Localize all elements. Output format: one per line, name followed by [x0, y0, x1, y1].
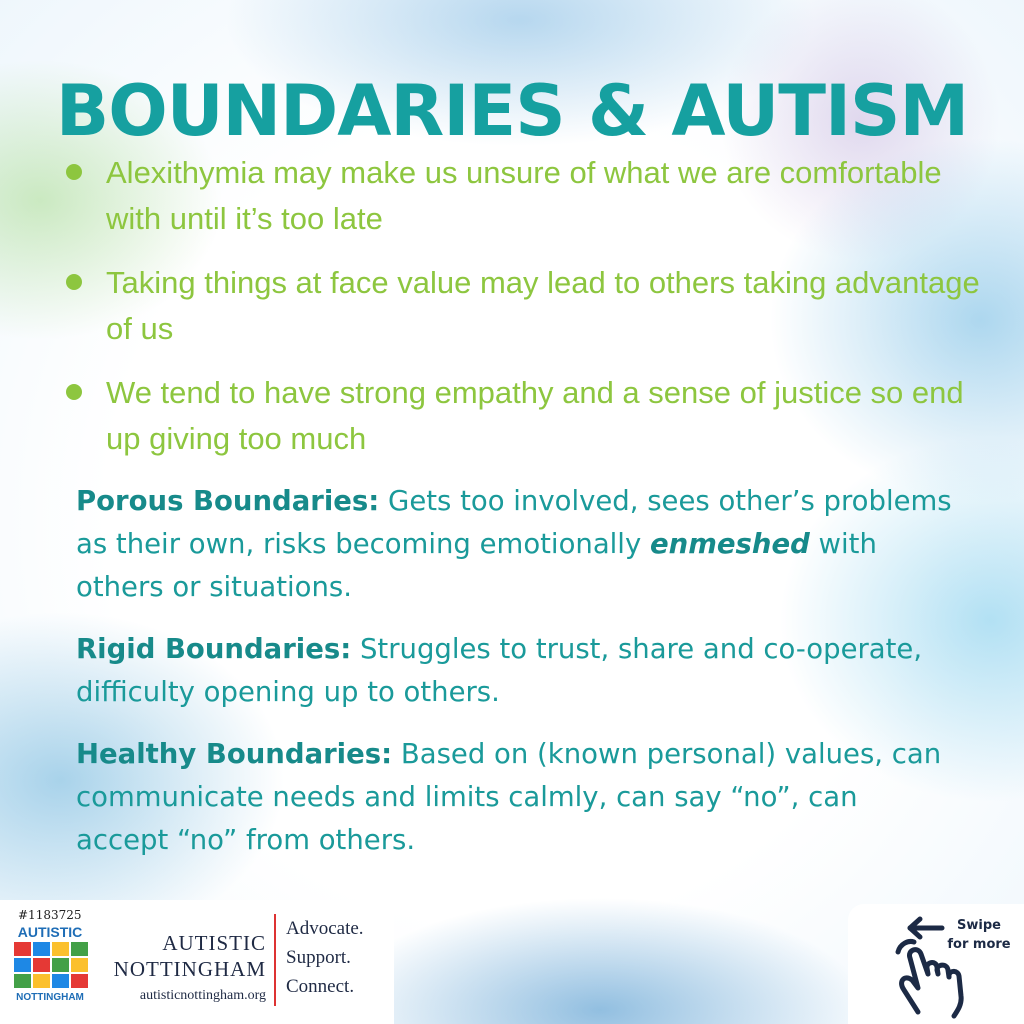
- organisation-name-line-1: AUTISTIC: [162, 931, 266, 955]
- bullet-dot-icon: [66, 274, 82, 290]
- porous-text-1: Gets too involved, sees other’s problems as their own, risks becoming emotionally: [76, 485, 952, 560]
- rigid-term: Rigid Boundaries:: [76, 633, 352, 665]
- bullet-dot-icon: [66, 384, 82, 400]
- mini-logo-bottom: NOTTINGHAM: [16, 992, 84, 1003]
- tagline-support: Support.: [286, 947, 351, 968]
- bullet-item: [62, 370, 982, 462]
- bullet-item: [62, 260, 982, 352]
- swipe-line-2: for more: [947, 937, 1011, 952]
- porous-text-2: with others or situations.: [76, 528, 877, 603]
- logo-grid-icon: [14, 942, 88, 988]
- tagline-connect: Connect.: [286, 976, 355, 997]
- page-title: BOUNDARIES & AUTISM: [55, 70, 969, 152]
- porous-definition: [76, 480, 956, 609]
- charity-number: #1183725: [18, 908, 82, 922]
- swipe-label: [944, 916, 1014, 954]
- organisation-name-line-2: NOTTINGHAM: [113, 957, 266, 981]
- bullet-list: [62, 150, 982, 480]
- swipe-hint: [848, 904, 1024, 1024]
- arrow-left-icon: [910, 919, 942, 937]
- bullet-dot-icon: [66, 164, 82, 180]
- tagline: [286, 914, 364, 1001]
- swipe-line-1: Swipe: [957, 918, 1001, 933]
- boundary-definitions: [76, 480, 956, 881]
- tagline-advocate: Advocate.: [286, 918, 364, 939]
- rigid-text: Struggles to trust, share and co-operate, difficulty opening up to others.: [76, 633, 923, 708]
- organisation-logo-card: [0, 900, 394, 1024]
- organisation-website: autisticnottingham.org: [139, 988, 266, 1003]
- bullet-text: Alexithymia may make us unsure of what we are comfortable with until it’s too late: [106, 155, 942, 236]
- organisation-name: [96, 930, 266, 982]
- bullet-item: [62, 150, 982, 242]
- bullet-text: We tend to have strong empathy and a sense of justice so end up giving too much: [106, 375, 964, 456]
- bullet-text: Taking things at face value may lead to others taking advantage of us: [106, 265, 980, 346]
- porous-term: Porous Boundaries:: [76, 485, 380, 517]
- mini-logo-top: AUTISTIC: [17, 924, 83, 940]
- logo-divider: [274, 914, 276, 1006]
- porous-emphasis: enmeshed: [649, 528, 810, 560]
- healthy-definition: [76, 733, 956, 862]
- healthy-text: Based on (known personal) values, can communicate needs and limits calmly, can say “no”, can accept “no” from others.: [76, 738, 942, 856]
- healthy-term: Healthy Boundaries:: [76, 738, 393, 770]
- rigid-definition: [76, 628, 956, 714]
